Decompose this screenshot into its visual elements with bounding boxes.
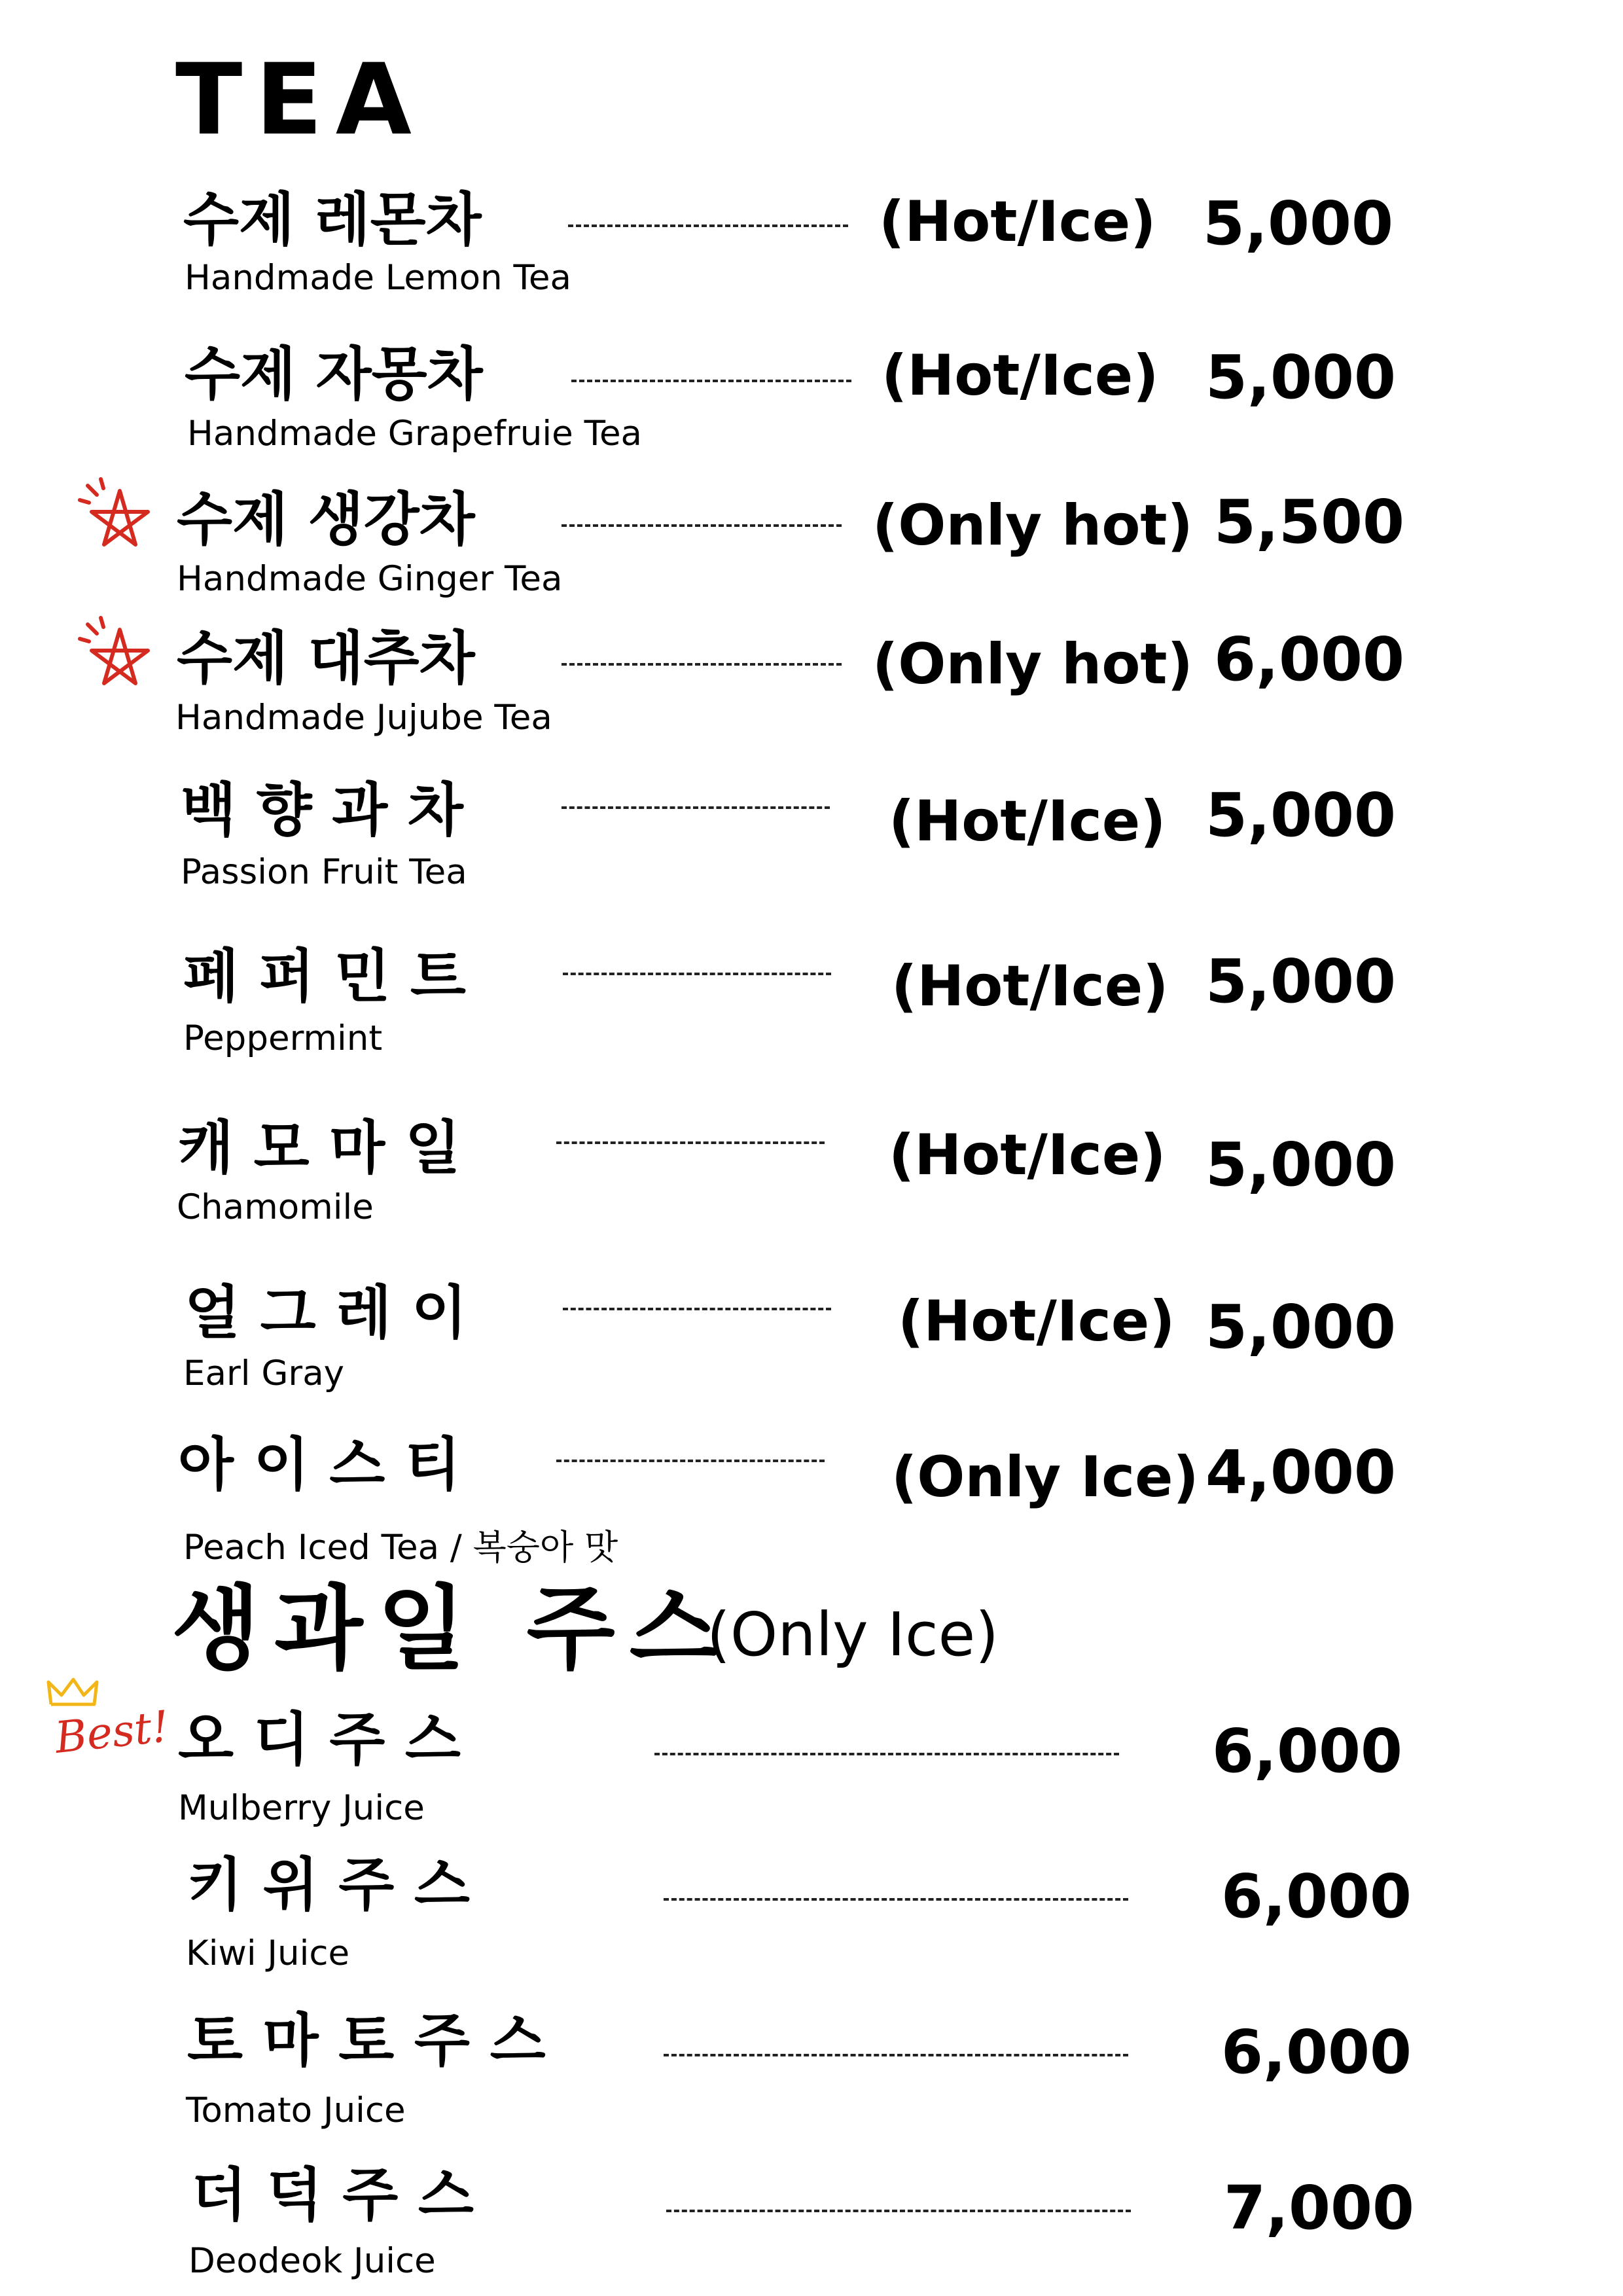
dotted-leader bbox=[568, 224, 848, 227]
item-price: 5,000 bbox=[1203, 188, 1394, 259]
item-name-ko: 키 위 주 스 bbox=[187, 1851, 470, 1918]
item-name-en: Peppermint bbox=[183, 1018, 383, 1058]
star-icon bbox=[77, 476, 162, 562]
item-name-en: Tomato Juice bbox=[186, 2090, 406, 2130]
item-price: 5,500 bbox=[1214, 487, 1405, 557]
item-name-en: Handmade Lemon Tea bbox=[185, 258, 571, 298]
dotted-leader bbox=[562, 806, 830, 809]
item-name-ko: 더 덕 주 스 bbox=[191, 2161, 474, 2229]
best-label: Best! bbox=[52, 1701, 171, 1763]
item-price: 6,000 bbox=[1214, 624, 1405, 694]
tea-section-title: TEA bbox=[175, 43, 425, 157]
item-name-en: Passion Fruit Tea bbox=[181, 852, 467, 892]
item-name-en: Handmade Grapefruie Tea bbox=[187, 414, 643, 454]
dotted-leader bbox=[556, 1460, 825, 1462]
dotted-leader bbox=[562, 524, 842, 527]
item-price: 4,000 bbox=[1205, 1437, 1397, 1507]
dotted-leader bbox=[563, 1308, 831, 1310]
item-option: (Hot/Ice) bbox=[879, 189, 1156, 255]
item-price: 6,000 bbox=[1212, 1716, 1403, 1786]
star-icon bbox=[77, 615, 162, 700]
juice-section-title: 생과일 주스 bbox=[171, 1576, 732, 1683]
item-option: (Only Ice) bbox=[891, 1444, 1199, 1510]
item-name-en: Handmade Jujube Tea bbox=[175, 698, 552, 738]
item-price: 5,000 bbox=[1205, 946, 1397, 1016]
item-option: (Only hot) bbox=[872, 493, 1193, 558]
crown-icon bbox=[46, 1676, 101, 1710]
item-price: 6,000 bbox=[1221, 2017, 1412, 2087]
dotted-leader bbox=[556, 1141, 825, 1144]
item-price: 5,000 bbox=[1205, 1130, 1397, 1200]
item-name-en: Kiwi Juice bbox=[186, 1933, 350, 1973]
item-option: (Hot/Ice) bbox=[898, 1289, 1175, 1354]
item-name-en: Mulberry Juice bbox=[178, 1788, 425, 1828]
item-name-ko: 수제 자몽차 bbox=[185, 340, 483, 408]
item-option: (Hot/Ice) bbox=[889, 789, 1166, 854]
item-option: (Hot/Ice) bbox=[891, 954, 1169, 1019]
dotted-leader bbox=[666, 2210, 1131, 2212]
item-name-ko: 얼 그 레 이 bbox=[185, 1279, 467, 1346]
dotted-leader bbox=[654, 1753, 1119, 1755]
item-name-en: Deodeok Juice bbox=[188, 2241, 436, 2281]
item-price: 5,000 bbox=[1205, 342, 1397, 412]
dotted-leader bbox=[563, 973, 831, 975]
item-price: 5,000 bbox=[1205, 1292, 1397, 1362]
dotted-leader bbox=[664, 2054, 1128, 2056]
item-option: (Only hot) bbox=[872, 632, 1193, 697]
item-name-ko: 수제 레몬차 bbox=[183, 186, 482, 253]
item-name-en: Handmade Ginger Tea bbox=[177, 559, 563, 599]
item-name-ko: 백 향 과 차 bbox=[181, 776, 463, 844]
item-name-ko: 토 마 토 주 스 bbox=[187, 2007, 546, 2074]
item-name-en: Peach Iced Tea / 복숭아 맛 bbox=[183, 1528, 618, 1568]
item-name-ko: 페 퍼 민 트 bbox=[183, 942, 466, 1010]
item-name-ko: 수제 생강차 bbox=[177, 486, 475, 553]
item-name-ko: 수제 대추차 bbox=[177, 624, 475, 692]
dotted-leader bbox=[571, 380, 851, 382]
item-price: 6,000 bbox=[1221, 1861, 1412, 1931]
item-name-ko: 캐 모 마 일 bbox=[178, 1114, 461, 1181]
item-name-ko: 오 디 주 스 bbox=[178, 1706, 461, 1773]
item-price: 7,000 bbox=[1224, 2173, 1415, 2243]
item-option: (Hot/Ice) bbox=[882, 343, 1159, 408]
juice-section-note: (Only Ice) bbox=[707, 1600, 999, 1670]
dotted-leader bbox=[562, 663, 842, 666]
item-option: (Hot/Ice) bbox=[889, 1122, 1166, 1188]
dotted-leader bbox=[664, 1898, 1128, 1901]
item-price: 5,000 bbox=[1205, 780, 1397, 850]
item-name-en: Earl Gray bbox=[183, 1354, 345, 1393]
item-name-en: Chamomile bbox=[177, 1187, 374, 1227]
item-name-ko: 아 이 스 티 bbox=[178, 1431, 461, 1498]
